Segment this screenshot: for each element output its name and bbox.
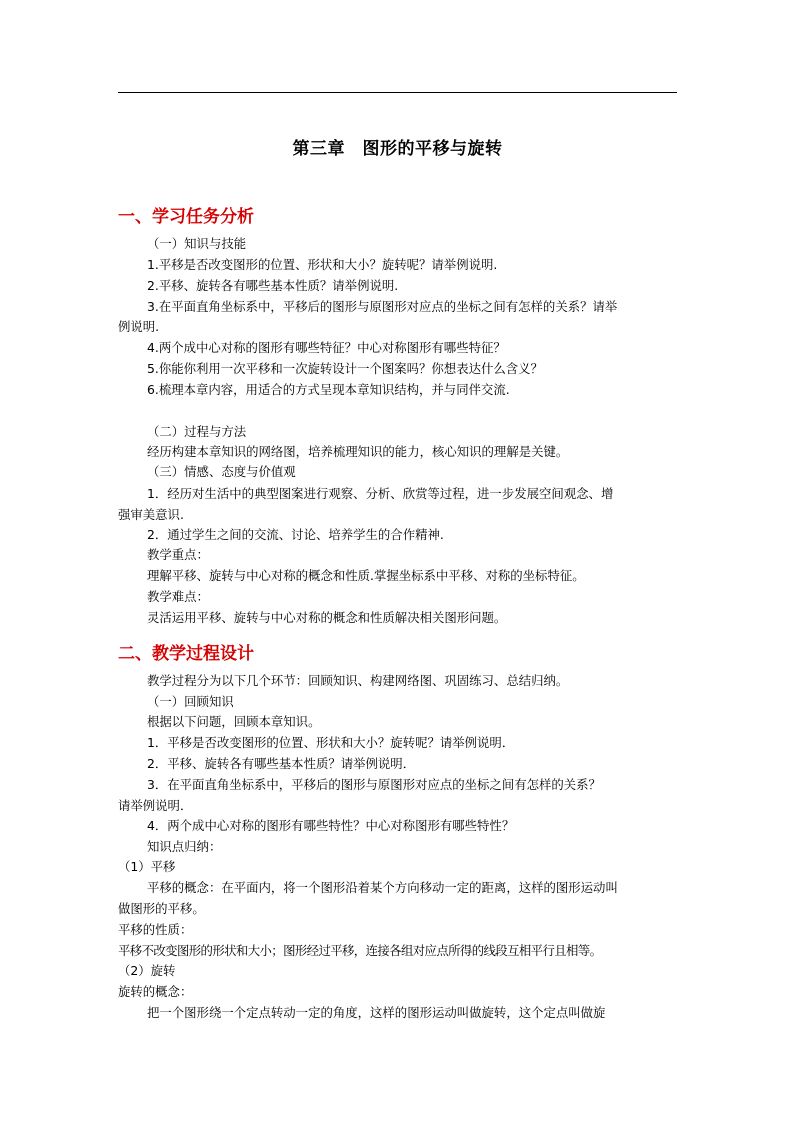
- header-rule: [118, 92, 677, 93]
- paragraph-line: 平移不改变图形的形状和大小；图形经过平移，连接各组对应点所得的线段互相平行且相等。: [118, 943, 602, 958]
- paragraph-line: 1．平移是否改变图形的位置、形状和大小？旋转呢？请举例说明．: [147, 735, 515, 750]
- paragraph-line: 5.你能你利用一次平移和一次旋转设计一个图案吗？你想表达什么含义？: [147, 361, 543, 376]
- paragraph-line: 知识点归纳：: [147, 839, 222, 854]
- paragraph-line: 旋转的概念：: [118, 984, 193, 999]
- paragraph-line: 强审美意识.: [118, 507, 184, 522]
- paragraph-line: 2．通过学生之间的交流、讨论、培养学生的合作精神.: [147, 527, 444, 542]
- section-heading-task-analysis: 一、学习任务分析: [118, 207, 254, 227]
- paragraph-line: 把一个图形绕一个定点转动一定的角度，这样的图形运动叫做旋转，这个定点叫做旋: [147, 1005, 606, 1020]
- paragraph-line: 1.平移是否改变图形的位置、形状和大小？旋转呢？请举例说明.: [147, 257, 498, 272]
- paragraph-line: 2.平移、旋转各有哪些基本性质？请举例说明.: [147, 278, 399, 293]
- paragraph-line: 灵活运用平移、旋转与中心对称的概念和性质解决相关图形问题。: [147, 610, 507, 625]
- paragraph-line: 教学重点：: [147, 547, 209, 562]
- paragraph-line: 经历构建本章知识的网络图，培养梳理知识的能力，核心知识的理解是关键。: [147, 444, 569, 459]
- paragraph-line: （一）知识与技能: [147, 236, 247, 251]
- chapter-title: 第三章 图形的平移与旋转: [292, 139, 503, 159]
- paragraph-line: （1）平移: [118, 859, 176, 874]
- paragraph-line: 做图形的平移。: [118, 901, 205, 916]
- paragraph-line: 教学难点：: [147, 589, 209, 604]
- paragraph-line: 3.在平面直角坐标系中，平移后的图形与原图形对应点的坐标之间有怎样的关系？请举: [147, 299, 618, 314]
- paragraph-line: 例说明.: [118, 319, 160, 334]
- paragraph-line: 3．在平面直角坐标系中，平移后的图形与原图形对应点的坐标之间有怎样的关系？: [147, 777, 601, 792]
- section-heading-teaching-process: 二、教学过程设计: [118, 644, 254, 664]
- paragraph-line: 平移的性质：: [118, 922, 193, 937]
- paragraph-line: 教学过程分为以下几个环节：回顾知识、构建网络图、巩固练习、总结归纳。: [147, 673, 569, 688]
- paragraph-line: 1．经历对生活中的典型图案进行观察、分析、欣赏等过程，进一步发展空间观念、增: [147, 486, 614, 501]
- paragraph-line: 4.两个成中心对称的图形有哪些特征？中心对称图形有哪些特征？: [147, 340, 506, 355]
- paragraph-line: （二）过程与方法: [147, 424, 247, 439]
- paragraph-line: （一）回顾知识: [147, 694, 234, 709]
- paragraph-line: 根据以下问题，回顾本章知识。: [147, 714, 321, 729]
- paragraph-line: 理解平移、旋转与中心对称的概念和性质.掌握坐标系中平移、对称的坐标特征。: [147, 568, 585, 583]
- paragraph-line: 2．平移、旋转各有哪些基本性质？请举例说明．: [147, 756, 416, 771]
- paragraph-line: 请举例说明．: [118, 798, 193, 813]
- paragraph-line: 6.梳理本章内容，用适合的方式呈现本章知识结构，并与同伴交流.: [147, 382, 510, 397]
- paragraph-line: 4．两个成中心对称的图形有哪些特性？中心对称图形有哪些特性？: [147, 818, 515, 833]
- paragraph-line: 平移的概念：在平面内，将一个图形沿着某个方向移动一定的距离，这样的图形运动叫: [147, 880, 618, 895]
- paragraph-line: （三）情感、态度与价值观: [147, 464, 296, 479]
- paragraph-line: （2）旋转: [118, 963, 176, 978]
